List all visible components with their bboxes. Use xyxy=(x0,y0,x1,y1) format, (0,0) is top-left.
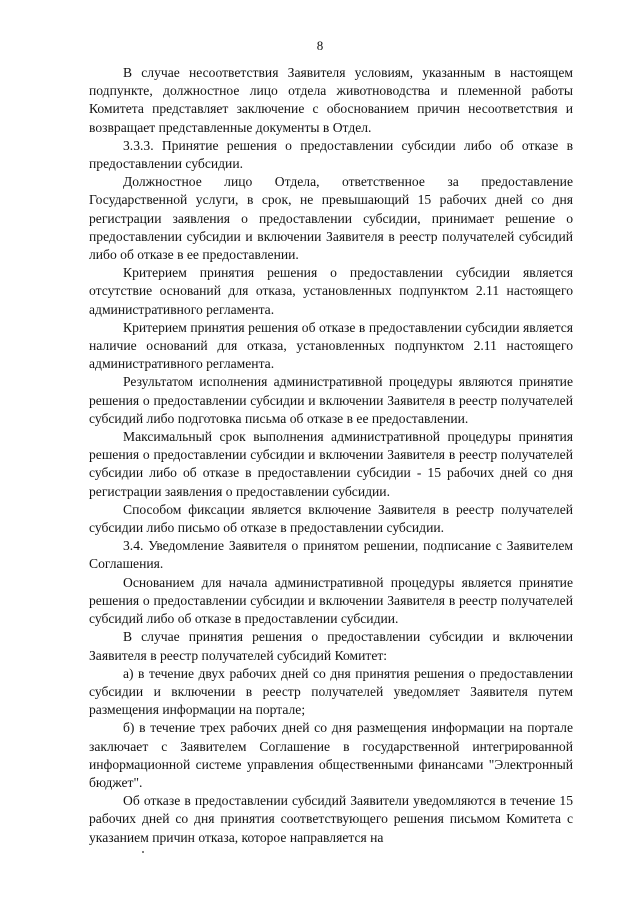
list-item: а) в течение двух рабочих дней со дня принятия решения о предоставлении субсидии и включении в реестр получателей уведомляет Заявителя путем размещения информации на портале; xyxy=(89,665,573,718)
paragraph: Основанием для начала административной процедуры является принятие решения о предоставлении субсидии и включении Заявителя в реестр получателей субсидий либо об отказе в предоставлении субсидии. xyxy=(89,574,573,627)
paragraph: В случае принятия решения о предоставлении субсидии и включении Заявителя в реестр получателей субсидий Комитет: xyxy=(89,629,573,663)
paragraph: Способом фиксации является включение Заявителя в реестр получателей субсидии либо письмо об отказе в предоставлении субсидии. xyxy=(89,501,573,536)
section-heading: 3.3.3. Принятие решения о предоставлении субсидии либо об отказе в предоставлении субсидии. xyxy=(89,137,573,172)
list-item: б) в течение трех рабочих дней со дня размещения информации на портале заключает с Заявителем Соглашение в государственной интегрированной информационной системе управления общественными финансами "Электронный бюджет". xyxy=(89,720,573,790)
scan-speck xyxy=(142,851,144,853)
paragraph: Должностное лицо Отдела, ответственное за предоставление Государственной услуги, в срок, не превышающий 15 рабочих дней со дня регистрации заявления о предоставлении субсидии, принимает решение о предоставлении субсидии и включении Заявителя в реестр получателей субсидий либо об отказе в ее предоставлении. xyxy=(89,174,573,263)
document-body xyxy=(89,64,573,847)
page-number: 8 xyxy=(316,38,324,53)
paragraph: Максимальный срок выполнения административной процедуры принятия решения о предоставлении субсидии и включении Заявителя в реестр получателей субсидии либо об отказе в предоставлении субсидии - 15 рабочих дней со дня регистрации заявления о предоставлении субсидии. xyxy=(89,429,573,499)
paragraph: Критерием принятия решения о предоставлении субсидии является отсутствие оснований для отказа, установленных подпунктом 2.11 настоящего административного регламента. xyxy=(89,265,573,317)
paragraph: Результатом исполнения административной процедуры являются принятие решения о предоставлении субсидии и включении Заявителя в реестр получателей субсидий либо подготовка письма об отказе в ее предоставлении. xyxy=(89,374,573,426)
paragraph: Критерием принятия решения об отказе в предоставлении субсидии является наличие оснований для отказа, установленных подпунктом 2.11 настоящего административного регламента. xyxy=(89,319,573,372)
paragraph: Об отказе в предоставлении субсидий Заявители уведомляются в течение 15 рабочих дней со дня принятия соответствующего решения письмом Комитета с указанием причин отказа, которое направляется на xyxy=(89,793,573,845)
paragraph: В случае несоответствия Заявителя условиям, указанным в настоящем подпункте, должностное лицо отдела животноводства и племенной работы Комитета представляет заключение с обоснованием причин несоответствия и возвращает представленные документы в Отдел. xyxy=(89,65,573,135)
section-heading: 3.4. Уведомление Заявителя о принятом решении, подписание с Заявителем Соглашения. xyxy=(89,538,573,572)
